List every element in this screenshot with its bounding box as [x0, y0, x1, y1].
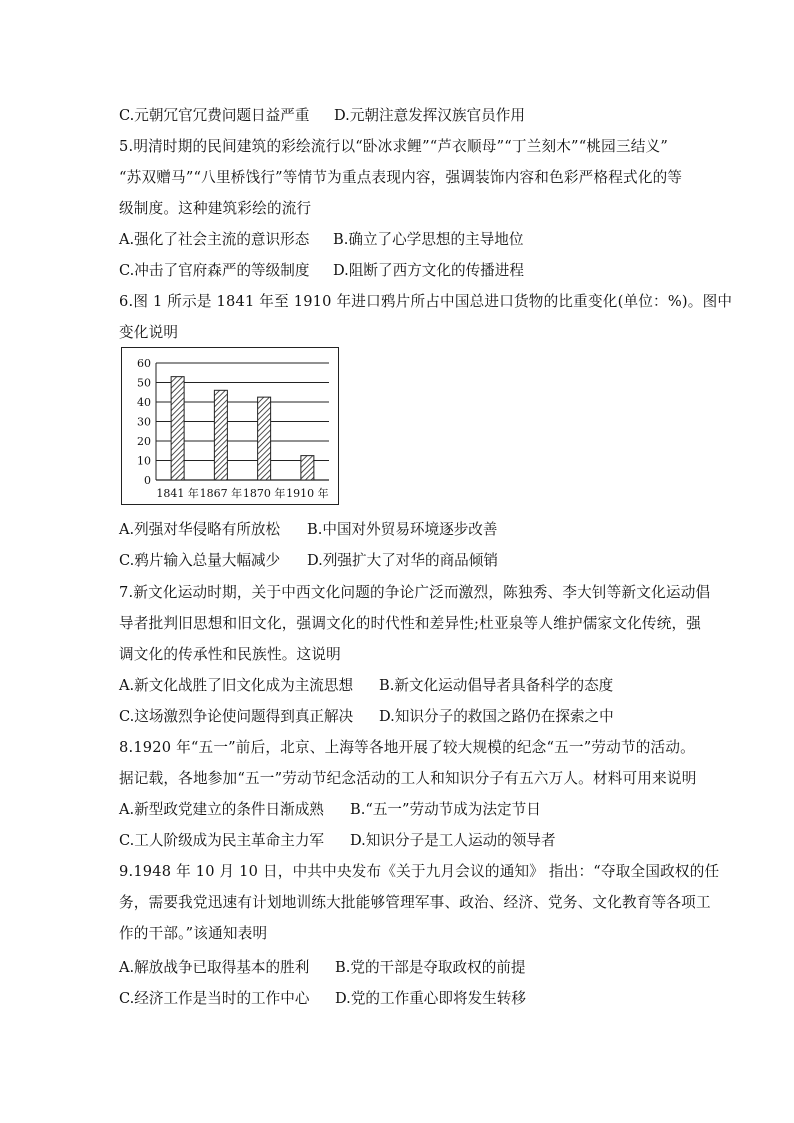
q4-option-d[interactable]: D.元朝注意发挥汉族官员作用	[334, 107, 525, 124]
y-tick-label: 10	[137, 454, 151, 468]
q5-stem-line-2: “苏双赠马”“八里桥饯行”等情节为重点表现内容，强调装饰内容和色彩严格程式化的等	[119, 169, 683, 186]
q5-option-a[interactable]: A.强化了社会主流的意识形态	[119, 231, 310, 248]
x-tick-label: 1910 年	[286, 487, 329, 500]
q6-stem-line-1: 6.图 1 所示是 1841 年至 1910 年进口鸦片所占中国总进口货物的比重变化(单位：%)。图中	[119, 293, 733, 310]
q7-option-b[interactable]: B.新文化运动倡导者具备科学的态度	[379, 677, 614, 694]
q9-stem-line-1: 9.1948 年 10 月 10 日，中共中央发布《关于九月会议的通知》 指出：“夺取全国政权的任	[119, 863, 720, 880]
q8-stem-line-1: 8.1920 年“五一”前后，北京、上海等各地开展了较大规模的纪念“五一”劳动节的活动。	[119, 739, 695, 756]
chart-svg	[121, 347, 339, 505]
x-tick-label: 1841 年	[156, 487, 199, 500]
q7-option-a[interactable]: A.新文化战胜了旧文化成为主流思想	[119, 677, 354, 694]
y-tick-label: 20	[137, 435, 151, 448]
q7-stem-line-1: 7.新文化运动时期，关于中西文化问题的争论广泛而激烈，陈独秀、李大钊等新文化运动倡	[119, 584, 711, 601]
q7-stem-line-2: 导者批判旧思想和旧文化，强调文化的时代性和差异性;杜亚泉等人维护儒家文化传统，强	[119, 615, 702, 632]
y-tick-label: 0	[144, 474, 151, 487]
q5-option-d[interactable]: D.阻断了西方文化的传播进程	[333, 262, 524, 279]
q5-stem-line-3: 级制度。这种建筑彩绘的流行	[119, 200, 312, 217]
q5-stem-line-1: 5.明清时期的民间建筑的彩绘流行以“卧冰求鲤”“芦衣顺母”“丁兰刻木”“桃园三结义”	[119, 138, 669, 155]
y-tick-label: 40	[137, 396, 151, 409]
y-tick-label: 30	[137, 415, 151, 429]
q6-option-b[interactable]: B.中国对外贸易环境逐步改善	[307, 521, 498, 538]
q6-stem-line-2: 变化说明	[119, 324, 179, 341]
opium-import-bar-chart	[121, 347, 339, 505]
q8-option-d[interactable]: D.知识分子是工人运动的领导者	[350, 832, 556, 849]
q6-option-a[interactable]: A.列强对华侵略有所放松	[119, 521, 281, 538]
q7-stem-line-3: 调文化的传承性和民族性。这说明	[119, 646, 341, 663]
q5-option-b[interactable]: B.确立了心学思想的主导地位	[333, 231, 524, 248]
q6-option-c[interactable]: C.鸦片输入总量大幅减少	[119, 552, 281, 569]
q8-stem-line-2: 据记载，各地参加“五一”劳动节纪念活动的工人和知识分子有五六万人。材料可用来说明	[119, 770, 697, 787]
x-tick-label: 1867 年	[199, 487, 243, 500]
bar-2	[214, 390, 227, 480]
q9-stem-line-3: 作的干部。”该通知表明	[119, 925, 268, 942]
y-tick-label: 50	[137, 376, 151, 390]
q9-stem-line-2: 务，需要我党迅速有计划地训练大批能够管理军事、政治、经济、党务、文化教育等各项工	[119, 894, 711, 911]
q9-option-b[interactable]: B.党的干部是夺取政权的前提	[335, 959, 526, 976]
bar-3	[258, 397, 271, 480]
q8-option-b[interactable]: B.“五一”劳动节成为法定节日	[350, 801, 541, 818]
bar-4	[301, 456, 314, 480]
y-tick-label: 60	[137, 357, 151, 370]
q7-option-d[interactable]: D.知识分子的救国之路仍在探索之中	[379, 708, 614, 725]
bar-1	[171, 377, 184, 480]
q9-option-a[interactable]: A.解放战争已取得基本的胜利	[119, 959, 310, 976]
q8-option-a[interactable]: A.新型政党建立的条件日渐成熟	[119, 801, 324, 818]
q8-option-c[interactable]: C.工人阶级成为民主革命主力军	[119, 832, 325, 849]
q7-option-c[interactable]: C.这场激烈争论使问题得到真正解决	[119, 708, 354, 725]
chart-frame	[122, 348, 339, 505]
q5-option-c[interactable]: C.冲击了官府森严的等级制度	[119, 262, 310, 279]
q9-option-c[interactable]: C.经济工作是当时的工作中心	[119, 990, 310, 1007]
x-tick-label: 1870 年	[242, 487, 286, 500]
q6-option-d[interactable]: D.列强扩大了对华的商品倾销	[307, 552, 498, 569]
q9-option-d[interactable]: D.党的工作重心即将发生转移	[335, 990, 526, 1007]
q4-option-c[interactable]: C.元朝冗官冗费问题日益严重	[119, 107, 310, 124]
